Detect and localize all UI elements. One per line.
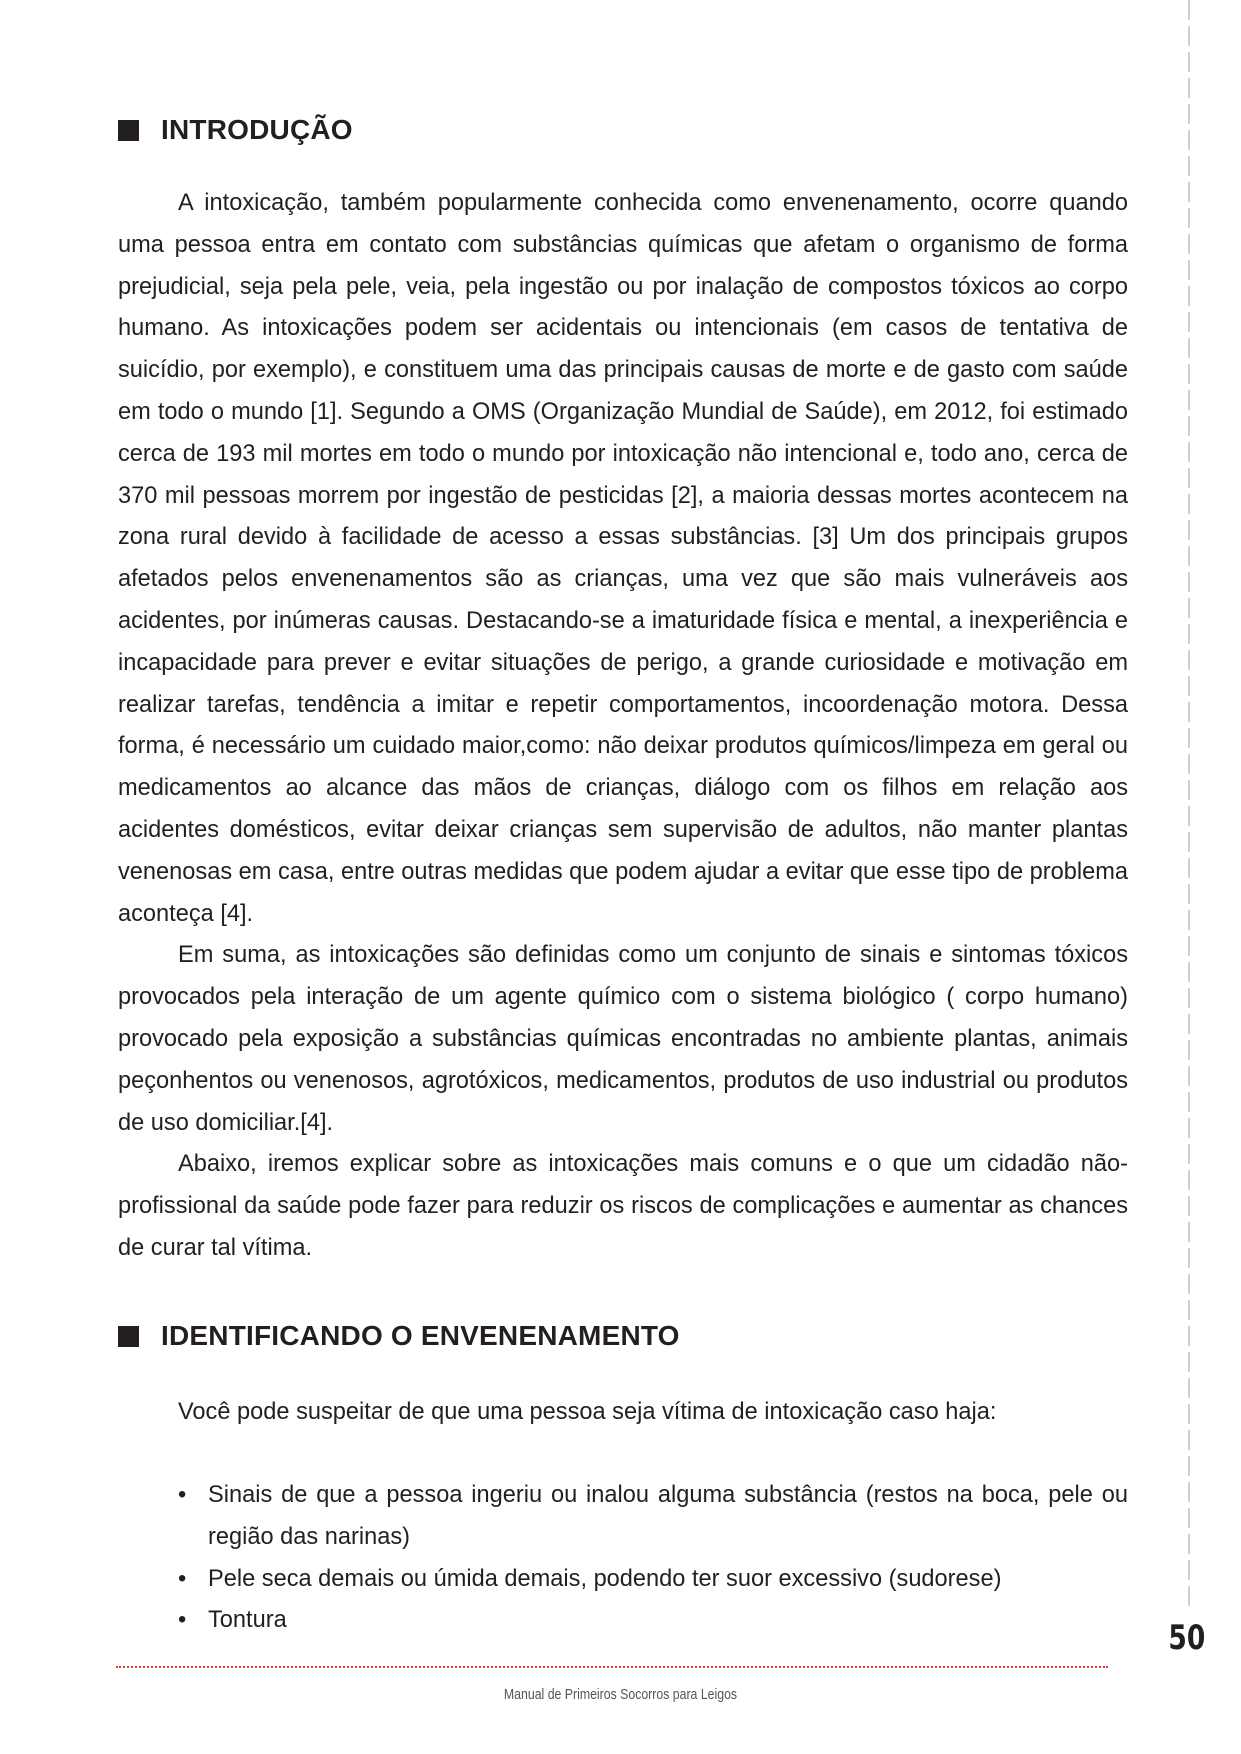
margin-dashed-rule bbox=[1188, 0, 1190, 1608]
section-heading-introducao bbox=[118, 114, 353, 146]
list-item bbox=[178, 1475, 1128, 1559]
section-title: INTRODUÇÃO bbox=[161, 114, 353, 145]
paragraph: Abaixo, iremos explicar sobre as intoxicações mais comuns e o que um cidadão não-profissional da saúde pode fazer para reduzir os riscos de complicações e aumentar as chances de curar tal vítima. bbox=[118, 1151, 1128, 1261]
intro-text bbox=[118, 183, 1128, 1270]
bullet-icon: • bbox=[178, 1565, 187, 1592]
list-item bbox=[178, 1559, 1128, 1601]
paragraph: Em suma, as intoxicações são definidas como um conjunto de sinais e sintomas tóxicos provocados pela interação de um agente químico com o sistema biológico ( corpo humano) provocado pela exposição a substâncias químicas encontradas no ambiente plantas, animais peçonhentos ou venenosos, agrotóxicos, medicamentos, produtos de uso industrial ou produtos de uso domiciliar.[4]. bbox=[118, 942, 1128, 1136]
section-heading-identificando bbox=[118, 1320, 680, 1352]
heading-square-icon bbox=[118, 120, 139, 141]
footer-title: Manual de Primeiros Socorros para Leigos bbox=[503, 1686, 738, 1703]
symptom-list bbox=[118, 1475, 1128, 1642]
list-item bbox=[178, 1600, 1128, 1642]
list-item-text: Tontura bbox=[208, 1607, 287, 1634]
list-item-text: Sinais de que a pessoa ingeriu ou inalou alguma substância (restos na boca, pele ou região das narinas) bbox=[208, 1482, 1128, 1550]
section-title: IDENTIFICANDO O ENVENENAMENTO bbox=[161, 1320, 680, 1351]
paragraph: A intoxicação, também popularmente conhecida como envenenamento, ocorre quando uma pessoa entra em contato com substâncias químicas que afetam o organismo de forma prejudicial, seja pela pele, veia, pela ingestão ou por inalação de compostos tóxicos ao corpo humano. As intoxicações podem ser acidentais ou intencionais (em casos de tentativa de suicídio, por exemplo), e constituem uma das principais causas de morte e de gasto com saúde em todo o mundo [1]. Segundo a OMS (Organização Mundial de Saúde), em 2012, foi estimado cerca de 193 mil mortes em todo o mundo por intoxicação não intencional e, todo ano, cerca de 370 mil pessoas morrem por ingestão de pesticidas [2], a maioria dessas mortes acontecem na zona rural devido à facilidade de acesso a essas substâncias. [3] Um dos principais grupos afetados pelos envenenamentos são as crianças, uma vez que são mais vulneráveis aos acidentes, por inúmeras causas. Destacando-se a imaturidade física e mental, a inexperiência e incapacidade para prever e evitar situações de perigo, a grande curiosidade e motivação em realizar tarefas, tendência a imitar e repetir comportamentos, incoordenação motora. Dessa forma, é necessário um cuidado maior,como: não deixar produtos químicos/limpeza em geral ou medicamentos ao alcance das mãos de crianças, diálogo com os filhos em relação aos acidentes domésticos, evitar deixar crianças sem supervisão de adultos, não manter plantas venenosas em casa, entre outras medidas que podem ajudar a evitar que esse tipo de problema aconteça [4]. bbox=[118, 190, 1128, 927]
list-item-text: Pele seca demais ou úmida demais, podendo ter suor excessivo (sudorese) bbox=[208, 1565, 1002, 1592]
bullet-icon: • bbox=[178, 1607, 187, 1634]
bullet-icon: • bbox=[178, 1482, 187, 1508]
heading-square-icon bbox=[118, 1326, 139, 1347]
page-number: 50 bbox=[1168, 1618, 1205, 1658]
lead-sentence: Você pode suspeitar de que uma pessoa seja vítima de intoxicação caso haja: bbox=[178, 1399, 997, 1425]
footer-dotted-rule bbox=[116, 1666, 1108, 1668]
